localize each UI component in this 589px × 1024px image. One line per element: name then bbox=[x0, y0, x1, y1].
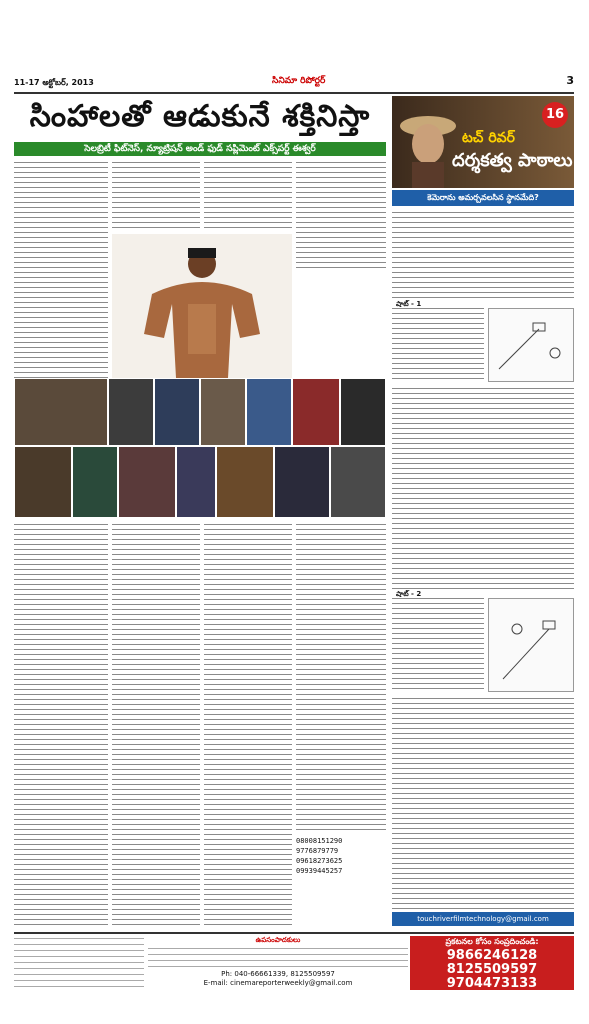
office-phone: Ph: 040-66661339, 8125509597 bbox=[221, 970, 335, 978]
text-column bbox=[112, 522, 200, 928]
ad-phone: 9704473133 bbox=[446, 976, 538, 991]
reps-title: ఉపసంపాదకులు bbox=[255, 936, 301, 944]
bodybuilder-photo bbox=[112, 234, 292, 378]
photo bbox=[14, 446, 72, 518]
photo bbox=[292, 378, 340, 446]
masthead-footer bbox=[14, 932, 574, 991]
photo bbox=[154, 378, 200, 446]
photo bbox=[246, 378, 292, 446]
shot-2-label: షాట్ - 2 bbox=[396, 590, 422, 598]
representatives bbox=[148, 936, 408, 988]
direction-lessons-article bbox=[392, 96, 574, 928]
fitness-article bbox=[14, 96, 386, 928]
photo bbox=[216, 446, 274, 518]
photo bbox=[14, 378, 108, 446]
photo bbox=[200, 378, 246, 446]
ads-title: ప్రకటనల కోసం సంప్రదించండి: bbox=[445, 937, 539, 946]
article-banner bbox=[392, 96, 574, 188]
text-column bbox=[392, 386, 574, 592]
photo bbox=[330, 446, 386, 518]
ads-contact-box bbox=[410, 936, 574, 990]
photo bbox=[108, 378, 154, 446]
text-column bbox=[14, 522, 108, 928]
text-column bbox=[392, 210, 574, 302]
text-column bbox=[296, 522, 386, 832]
ad-phone: 9866246128 bbox=[446, 948, 538, 963]
text-column bbox=[392, 596, 484, 692]
photo bbox=[176, 446, 216, 518]
shot-2-diagram bbox=[488, 598, 574, 692]
text-column bbox=[14, 160, 108, 412]
issue-badge: 16 bbox=[542, 102, 568, 128]
article-headline: సింహాలతో ఆడుకునే శక్తినిస్తా bbox=[29, 99, 371, 134]
contact-email: touchriverfilmtechnology@gmail.com bbox=[392, 912, 574, 926]
shot-1-diagram bbox=[488, 308, 574, 382]
brand-name: సినిమా రిపోర్టర్ bbox=[272, 76, 326, 86]
page-header bbox=[14, 74, 574, 94]
text-column bbox=[392, 696, 574, 910]
text-column bbox=[112, 160, 200, 230]
issue-date: 11-17 అక్టోబర్, 2013 bbox=[14, 78, 94, 87]
editorial-credits bbox=[14, 936, 144, 988]
text-column bbox=[392, 306, 484, 382]
article-title: దర్శకత్వ పాఠాలు bbox=[452, 150, 573, 171]
photo bbox=[72, 446, 118, 518]
page-number: 3 bbox=[566, 74, 574, 87]
reps-list bbox=[148, 946, 408, 970]
article-subtitle: కెమెరాను అమర్చవలసిన స్థానమేది? bbox=[392, 190, 574, 206]
article-subheadline: సెలబ్రిటీ ఫిట్‌నెస్, న్యూట్రిషన్ అండ్ ఫుడ్ సప్లిమెంట్ ఎక్స్‌పర్ట్ ఈశ్వర్ bbox=[14, 142, 386, 156]
text-column bbox=[204, 522, 292, 928]
photo bbox=[118, 446, 176, 518]
series-title: టచ్ రివర్ bbox=[462, 130, 515, 146]
celebrity-photo-strip bbox=[14, 378, 386, 518]
office-email: E-mail: cinemareporterweekly@gmail.com bbox=[203, 979, 353, 987]
ad-phone: 8125509597 bbox=[446, 962, 538, 977]
text-column bbox=[204, 160, 292, 230]
shot-1-label: షాట్ - 1 bbox=[396, 300, 422, 308]
photo bbox=[274, 446, 330, 518]
director-portrait bbox=[398, 106, 458, 188]
photo bbox=[340, 378, 386, 446]
contact-numbers: 08008151290 9776879779 09618273625 09939445257 bbox=[296, 836, 386, 904]
text-column bbox=[296, 160, 386, 270]
